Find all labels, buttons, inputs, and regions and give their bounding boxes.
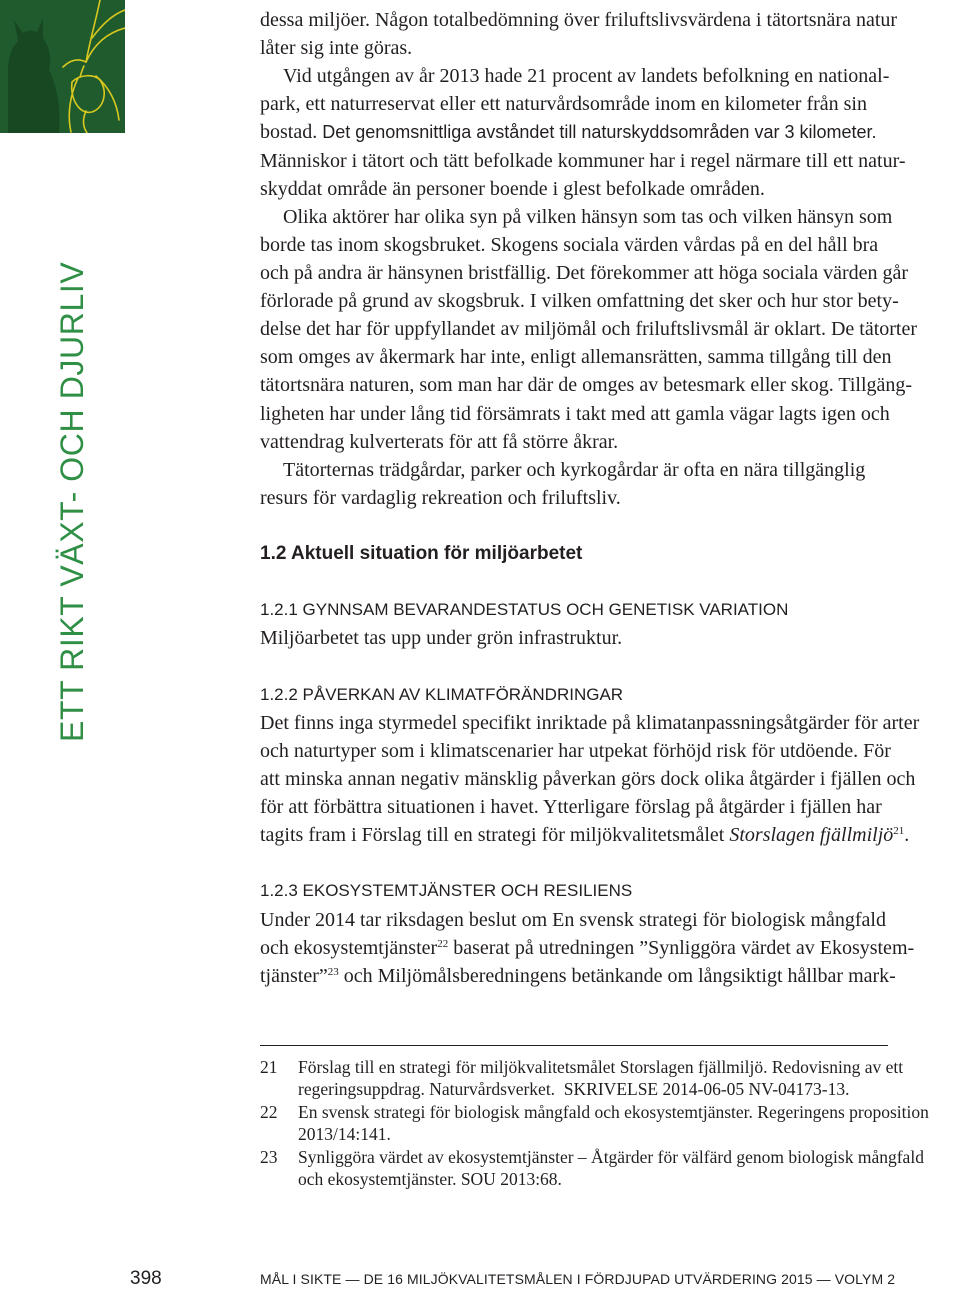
text-line: park, ett naturreservat eller ett naturvårdsområde inom en kilometer från sin bbox=[260, 93, 867, 116]
subsection bbox=[260, 681, 958, 850]
text-line: skyddat område än personer boende i glest befolkade områden. bbox=[260, 177, 765, 200]
footnote-ref: 23 bbox=[327, 965, 339, 978]
footnote-number: 22 bbox=[260, 1102, 278, 1122]
footnote-ref: 22 bbox=[437, 937, 449, 950]
text-line: delse det har för uppfyllandet av miljömål och friluftslivsmål är oklart. De tätorter bbox=[260, 318, 918, 341]
text-segment: tjänster” bbox=[260, 964, 328, 987]
text-line: tätortsnära naturen, som man har där de omges av betesmark eller skog. Tillgäng- bbox=[260, 374, 913, 397]
text-line: ligheten har under lång tid försämrats i takt med att gamla vägar lagts igen och bbox=[260, 402, 890, 425]
paragraph bbox=[260, 6, 958, 62]
text-line: vattendrag kulverterats för att få större åkrar. bbox=[260, 430, 619, 453]
text-line: borde tas inom skogsbruket. Skogens sociala värden vårdas på en del håll bra bbox=[260, 233, 879, 256]
text-line: dessa miljöer. Någon totalbedömning över friluftslivsvärdena i tätortsnära natur bbox=[260, 9, 898, 31]
footnote-line: Förslag till en strategi för miljökvalitetsmålet Storslagen fjällmiljö. Redovisning av ett bbox=[298, 1057, 904, 1077]
text-line: förlorade på grund av skogsbruk. I vilken omfattning det sker och hur stor bety- bbox=[260, 290, 899, 313]
text-segment: tagits fram i Förslag till en strategi för miljökvalitetsmålet bbox=[260, 824, 725, 847]
footnote-line: och ekosystemtjänster. SOU 2013:68. bbox=[298, 1169, 562, 1189]
text-line bbox=[260, 934, 958, 962]
text-segment: och Miljömålsberedningens betänkande om långsiktigt hållbar mark- bbox=[343, 964, 896, 987]
subsection-heading: 1.2.3 EKOSYSTEMTJÄNSTER OCH RESILIENS bbox=[260, 881, 633, 901]
text-segment: bostad. bbox=[260, 121, 318, 144]
footnote-line: regeringsuppdrag. Naturvårdsverket. SKRIVELSE 2014-06-05 NV-04173-13. bbox=[298, 1079, 850, 1099]
text-line: för att förbättra situationen i havet. Ytterligare förslag på åtgärder i fjällen har bbox=[260, 796, 882, 819]
text-line: Under 2014 tar riksdagen beslut om En svensk strategi för biologisk mångfald bbox=[260, 908, 886, 931]
footnote bbox=[260, 1146, 940, 1190]
text-line bbox=[260, 821, 958, 849]
subsection-heading: 1.2.1 GYNNSAM BEVARANDESTATUS OCH GENETISK VARIATION bbox=[260, 600, 789, 620]
subsection bbox=[260, 877, 958, 989]
chapter-side-label: ETT RIKT VÄXT- OCH DJURLIV bbox=[54, 261, 90, 742]
orchid-lynx-logo-icon bbox=[0, 0, 125, 133]
subsection bbox=[260, 596, 958, 652]
text-line bbox=[260, 118, 958, 146]
subsection-heading: 1.2.2 PÅVERKAN AV KLIMATFÖRÄNDRINGAR bbox=[260, 684, 624, 704]
text-line: som omges av åkermark har inte, enligt allemansrätten, samma tillgång till den bbox=[260, 346, 892, 369]
text-line: Vid utgången av år 2013 hade 21 procent av landets befolkning en national- bbox=[283, 65, 890, 88]
text-line: Olika aktörer har olika syn på vilken hänsyn som tas och vilken hänsyn som bbox=[283, 205, 893, 228]
main-text-column bbox=[260, 6, 958, 990]
italic-title: Storslagen fjällmiljö bbox=[729, 824, 894, 847]
section-heading: 1.2 Aktuell situation för miljöarbetet bbox=[260, 543, 583, 565]
sans-sentence: Det genomsnittliga avståndet till naturskyddsområden var 3 kilometer. bbox=[322, 122, 877, 143]
text-line: Det finns inga styrmedel specifikt inriktade på klimatanpassningsåtgärder för arter bbox=[260, 711, 920, 734]
footnote-line: En svensk strategi för biologisk mångfald och ekosystemtjänster. Regeringens proposition bbox=[298, 1102, 929, 1122]
footnote-number: 23 bbox=[260, 1147, 278, 1167]
footnote-number: 21 bbox=[260, 1057, 278, 1077]
text-line: och på andra är hänsynen bristfällig. Det förekommer att höga sociala värden går bbox=[260, 261, 909, 284]
text-line: att minska annan negativ mänsklig påverkan görs dock olika åtgärder i fjällen och bbox=[260, 767, 916, 790]
text-line: Miljöarbetet tas upp under grön infrastruktur. bbox=[260, 627, 623, 650]
text-line: resurs för vardaglig rekreation och friluftsliv. bbox=[260, 486, 621, 509]
text-line bbox=[260, 962, 958, 990]
text-segment: baserat på utredningen ”Synliggöra värdet av Ekosystem- bbox=[453, 936, 915, 959]
text-line: Tätorternas trädgårdar, parker och kyrkogårdar är ofta en nära tillgänglig bbox=[283, 458, 866, 481]
footnotes bbox=[260, 1056, 940, 1190]
page-number: 398 bbox=[130, 1268, 162, 1289]
text-line: och naturtyper som i klimatscenarier har utpekat förhöjd risk för utdöende. För bbox=[260, 739, 891, 762]
footnote-ref: 21 bbox=[893, 825, 905, 838]
text-line: Människor i tätort och tätt befolkade kommuner har i regel närmare till ett natur- bbox=[260, 149, 906, 172]
footnote bbox=[260, 1056, 940, 1100]
footnote-line: 2013/14:141. bbox=[298, 1124, 391, 1144]
text-segment: . bbox=[904, 824, 910, 847]
footnote-line: Synliggöra värdet av ekosystemtjänster – Åtgärder för välfärd genom biologisk mångfald bbox=[298, 1147, 924, 1167]
paragraph bbox=[260, 203, 958, 456]
paragraph bbox=[260, 456, 958, 512]
paragraph bbox=[260, 62, 958, 203]
text-line: låter sig inte göras. bbox=[260, 37, 413, 60]
text-segment: och ekosystemtjänster bbox=[260, 936, 438, 959]
running-footer-title: MÅL I SIKTE — DE 16 MILJÖKVALITETSMÅLEN I FÖRDJUPAD UTVÄRDERING 2015 — VOLYM 2 bbox=[260, 1271, 896, 1287]
footnote bbox=[260, 1101, 940, 1145]
footnote-divider bbox=[260, 1045, 888, 1046]
